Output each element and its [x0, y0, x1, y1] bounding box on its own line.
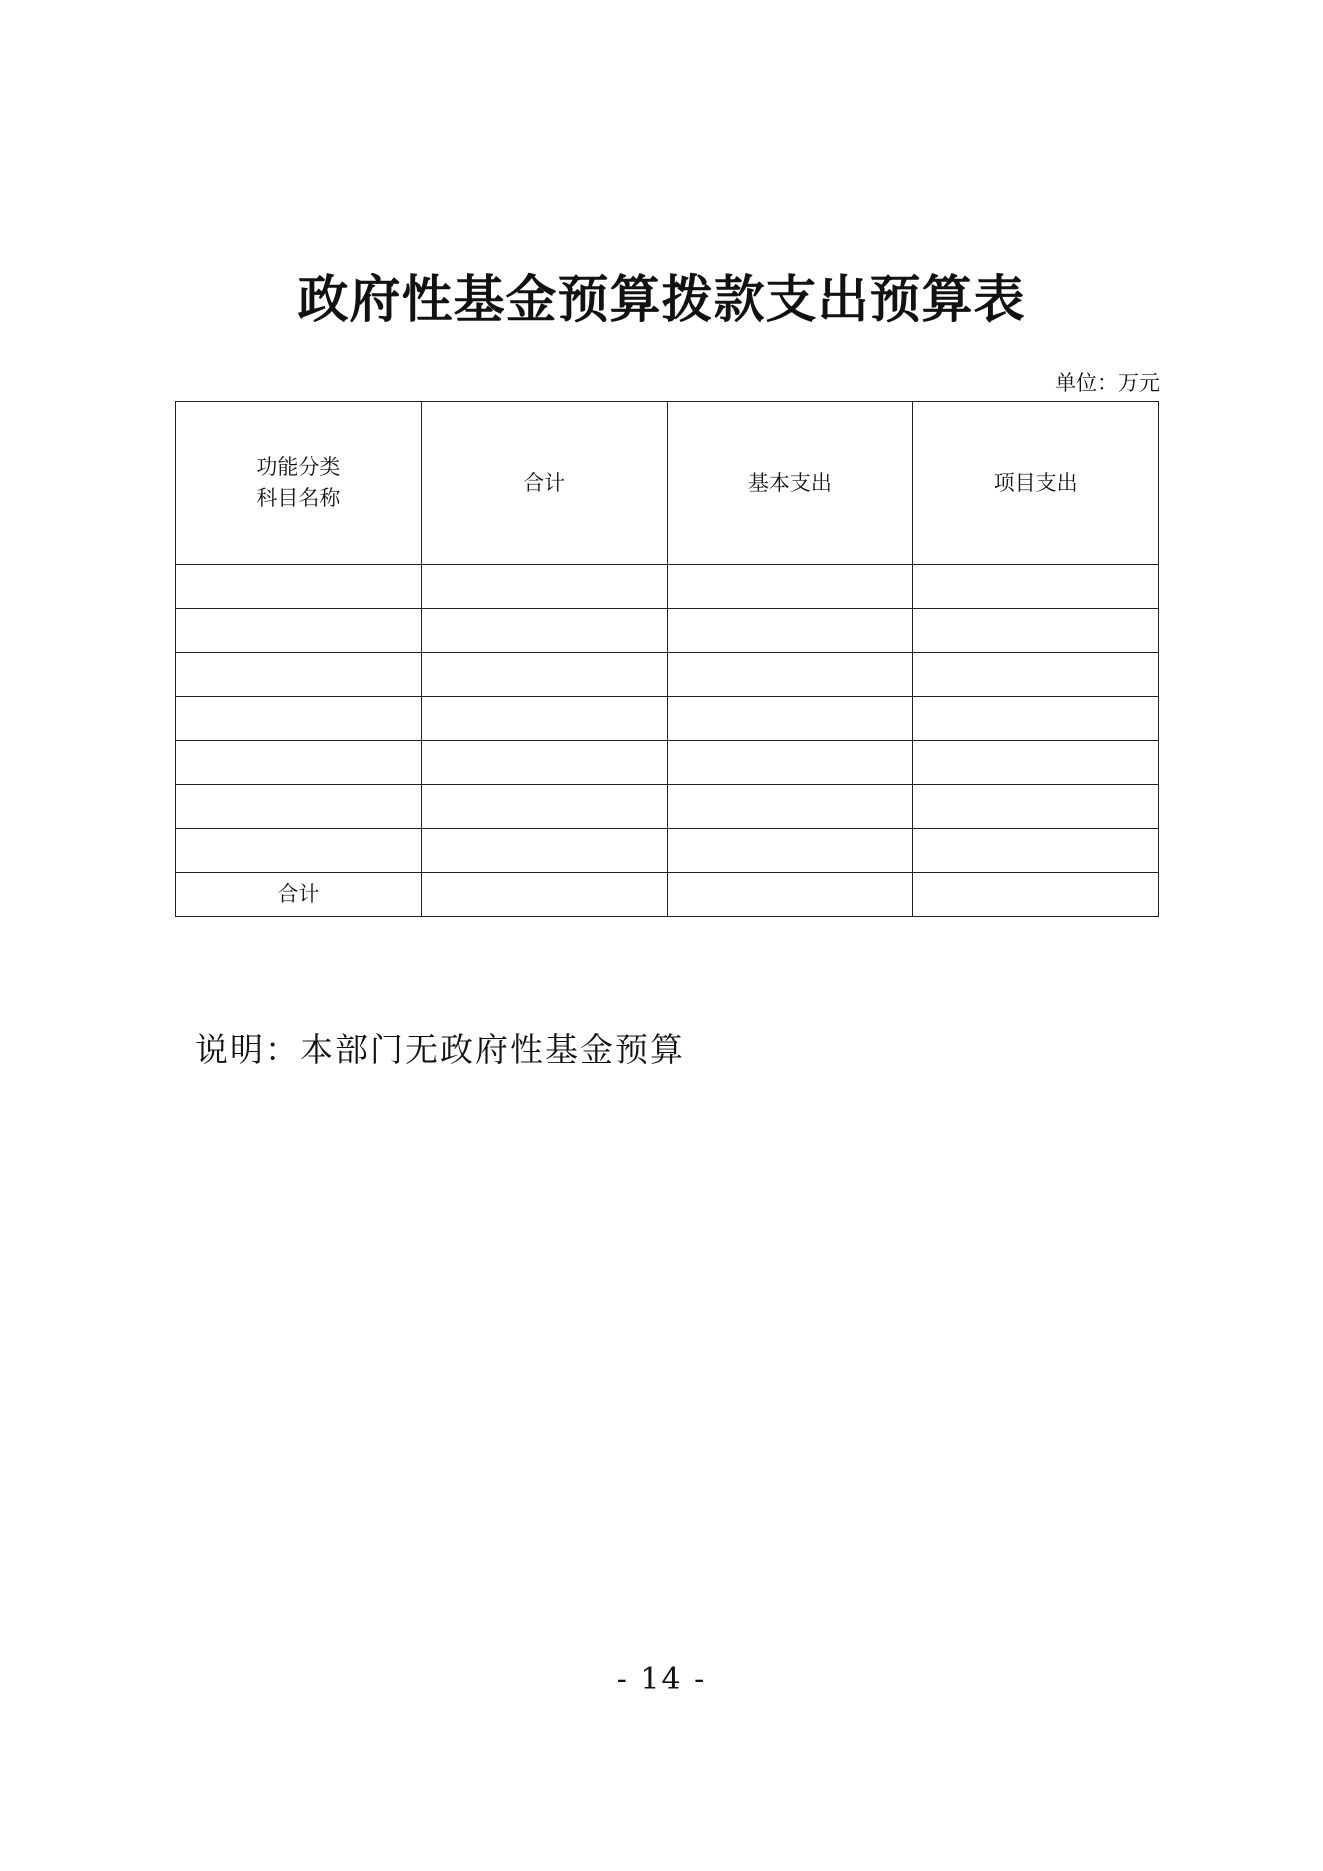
- header-total: 合计: [421, 402, 667, 565]
- total-row-project: [913, 873, 1159, 917]
- table-cell: [667, 697, 913, 741]
- table-cell: [913, 741, 1159, 785]
- table-cell: [176, 697, 422, 741]
- total-row-label: 合计: [176, 873, 422, 917]
- table-cell: [667, 741, 913, 785]
- table-header-row: [176, 402, 1159, 565]
- table-cell: [913, 785, 1159, 829]
- header-category-name: [176, 402, 422, 565]
- table-row: [176, 741, 1159, 785]
- page-title: 政府性基金预算拨款支出预算表: [297, 270, 1026, 330]
- table-cell: [176, 565, 422, 609]
- table-cell: [913, 609, 1159, 653]
- total-row-total: [421, 873, 667, 917]
- budget-table: [175, 401, 1159, 917]
- explanatory-note: 说明：本部门无政府性基金预算: [195, 1030, 685, 1069]
- table-cell: [421, 697, 667, 741]
- header-basic-expenditure: 基本支出: [667, 402, 913, 565]
- total-row: [176, 873, 1159, 917]
- table-cell: [176, 653, 422, 697]
- page-number: - 14 -: [616, 1662, 707, 1697]
- table-cell: [421, 829, 667, 873]
- table-cell: [421, 741, 667, 785]
- table-row: [176, 653, 1159, 697]
- table-cell: [913, 565, 1159, 609]
- table-row: [176, 565, 1159, 609]
- table-cell: [913, 829, 1159, 873]
- table-cell: [667, 653, 913, 697]
- unit-label: 单位：万元: [1055, 371, 1160, 395]
- header-category-line2: 科目名称: [256, 486, 341, 510]
- header-project-expenditure: 项目支出: [913, 402, 1159, 565]
- total-row-basic: [667, 873, 913, 917]
- table-cell: [421, 609, 667, 653]
- table-cell: [667, 609, 913, 653]
- table-cell: [667, 785, 913, 829]
- table-row: [176, 609, 1159, 653]
- table-cell: [421, 785, 667, 829]
- table-cell: [176, 829, 422, 873]
- table-cell: [421, 653, 667, 697]
- table-cell: [421, 565, 667, 609]
- table-cell: [176, 609, 422, 653]
- table-row: [176, 785, 1159, 829]
- table-cell: [913, 697, 1159, 741]
- table-body: [176, 565, 1159, 917]
- table-cell: [667, 829, 913, 873]
- table-cell: [667, 565, 913, 609]
- table-row: [176, 697, 1159, 741]
- table-row: [176, 829, 1159, 873]
- table-cell: [176, 785, 422, 829]
- header-category-line1: 功能分类: [256, 455, 341, 479]
- table-cell: [176, 741, 422, 785]
- table-cell: [913, 653, 1159, 697]
